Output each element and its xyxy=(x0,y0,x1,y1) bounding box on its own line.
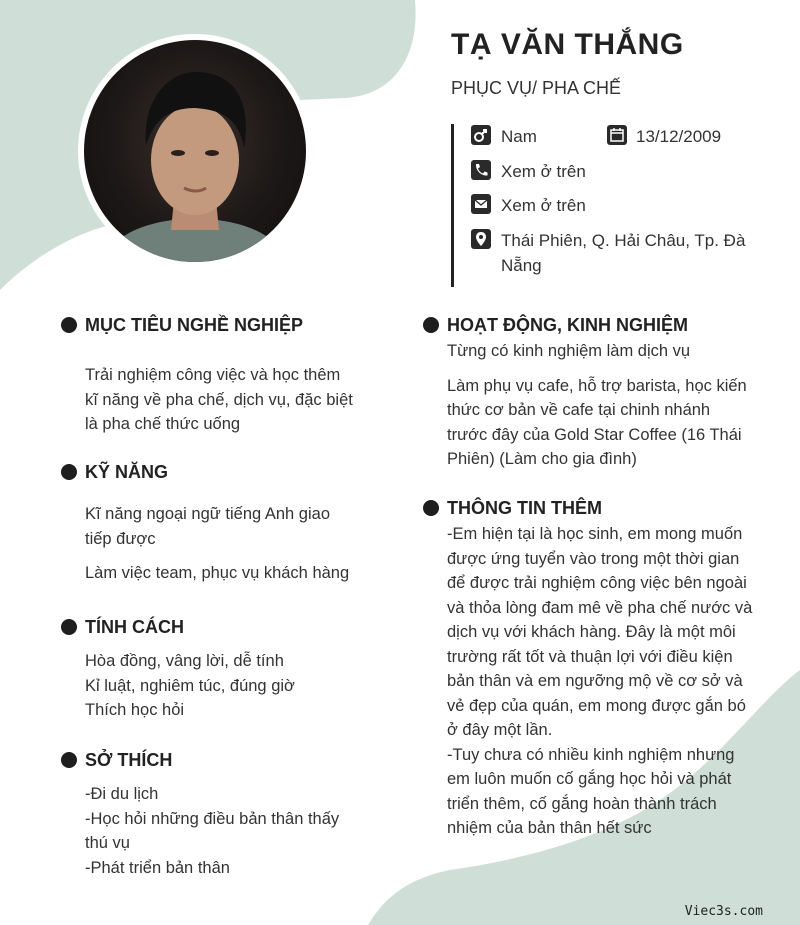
phone-value: Xem ở trên xyxy=(501,162,586,181)
experience-line: trước đây của Gold Star Coffee (16 Thái xyxy=(447,425,742,444)
personality-line: Hòa đồng, vâng lời, dễ tính xyxy=(85,652,284,670)
hobby-line: -Đi du lịch xyxy=(85,785,159,803)
additional-line: để được trải nghiệm công việc bên ngoài xyxy=(447,574,747,592)
phone-icon xyxy=(471,160,491,180)
job-title: PHỤC VỤ/ PHA CHẾ xyxy=(451,78,622,98)
bullet-dot xyxy=(61,464,77,480)
additional-line: dịch vụ với khách hàng. Đây là một môi xyxy=(447,623,736,641)
bullet-dot xyxy=(61,317,77,333)
personality-line: Thích học hỏi xyxy=(85,701,185,719)
experience-line: thức cơ bản về cafe tại chinh nhánh xyxy=(447,401,711,419)
section-objective xyxy=(61,313,361,437)
bullet-dot xyxy=(61,752,77,768)
birthday-value: 13/12/2009 xyxy=(636,127,722,146)
skills-line: Làm việc team, phục vụ khách hàng xyxy=(85,564,350,582)
section-title: TÍNH CÁCH xyxy=(85,617,184,637)
hobby-line: thú vụ xyxy=(85,834,130,852)
experience-intro: Từng có kinh nghiệm làm dịch vụ xyxy=(447,342,691,360)
email-value: Xem ở trên xyxy=(501,196,586,215)
section-title: SỞ THÍCH xyxy=(85,750,173,770)
section-skills xyxy=(61,460,361,586)
additional-line: -Em hiện tại là học sinh, em mong muốn xyxy=(447,525,743,543)
personality-line: Kỉ luật, nghiêm túc, đúng giờ xyxy=(85,676,295,695)
additional-line: nhiệm của bản thân hết sức xyxy=(447,819,652,837)
experience-line: Phiên) (Làm cho gia đình) xyxy=(447,450,637,468)
additional-line: được ứng tuyển vào trong một thời gian xyxy=(447,549,740,568)
section-title: HOẠT ĐỘNG, KINH NGHIỆM xyxy=(447,315,688,335)
objective-line: kĩ năng về pha chế, dịch vụ, đặc biệt xyxy=(85,390,353,409)
objective-line: Trải nghiệm công việc và học thêm xyxy=(85,366,341,384)
bullet-dot xyxy=(423,500,439,516)
additional-line: vẻ đẹp của quán, em mong được gắn bó xyxy=(447,696,746,715)
additional-line: triển thêm, cố gắng hoàn thành trách xyxy=(447,794,717,813)
section-personality xyxy=(61,615,361,723)
additional-line: em luôn muốn cố gắng học hỏi và phát xyxy=(447,770,732,788)
candidate-name: TẠ VĂN THẮNG xyxy=(451,28,684,61)
email-icon xyxy=(471,194,491,214)
section-title: KỸ NĂNG xyxy=(85,462,169,482)
additional-line: bản thân và em ngưỡng mộ về cơ sở và xyxy=(447,672,743,690)
section-title: THÔNG TIN THÊM xyxy=(447,498,602,518)
bullet-dot xyxy=(423,317,439,333)
section-hobbies xyxy=(61,748,361,880)
skills-line: Kĩ năng ngoại ngữ tiếng Anh giao xyxy=(85,505,330,523)
additional-line: trường rất tốt và thuận lợi với điều kiện xyxy=(447,647,733,666)
location-icon xyxy=(471,229,491,249)
section-additional-info xyxy=(423,496,763,841)
additional-line: ở đây một lần. xyxy=(447,721,553,739)
address-line-1: Thái Phiên, Q. Hải Châu, Tp. Đà xyxy=(501,231,746,250)
additional-line: -Tuy chưa có nhiều kinh nghiệm nhưng xyxy=(447,745,735,764)
address-line-2: Nẵng xyxy=(501,256,542,275)
section-title: MỤC TIÊU NGHỀ NGHIỆP xyxy=(85,315,304,335)
bullet-dot xyxy=(61,619,77,635)
hobby-line: -Học hỏi những điều bản thân thấy xyxy=(85,809,340,828)
hobby-line: -Phát triển bản thân xyxy=(85,858,230,877)
calendar-icon xyxy=(607,125,627,145)
contact-divider xyxy=(451,124,454,287)
objective-line: là pha chế thức uống xyxy=(85,415,241,433)
section-experience xyxy=(423,313,763,472)
avatar-portrait xyxy=(84,40,306,262)
gender-value: Nam xyxy=(501,127,537,146)
additional-line: và thỏa lòng đam mê về pha chế nước và xyxy=(447,598,753,617)
gender-icon xyxy=(471,125,491,145)
address-value xyxy=(501,228,745,278)
footer-brand: Viec3s.com xyxy=(684,904,763,919)
skills-line: tiếp được xyxy=(85,529,156,548)
avatar xyxy=(78,34,312,268)
experience-line: Làm phụ vụ cafe, hỗ trợ barista, học kiến xyxy=(447,376,747,395)
